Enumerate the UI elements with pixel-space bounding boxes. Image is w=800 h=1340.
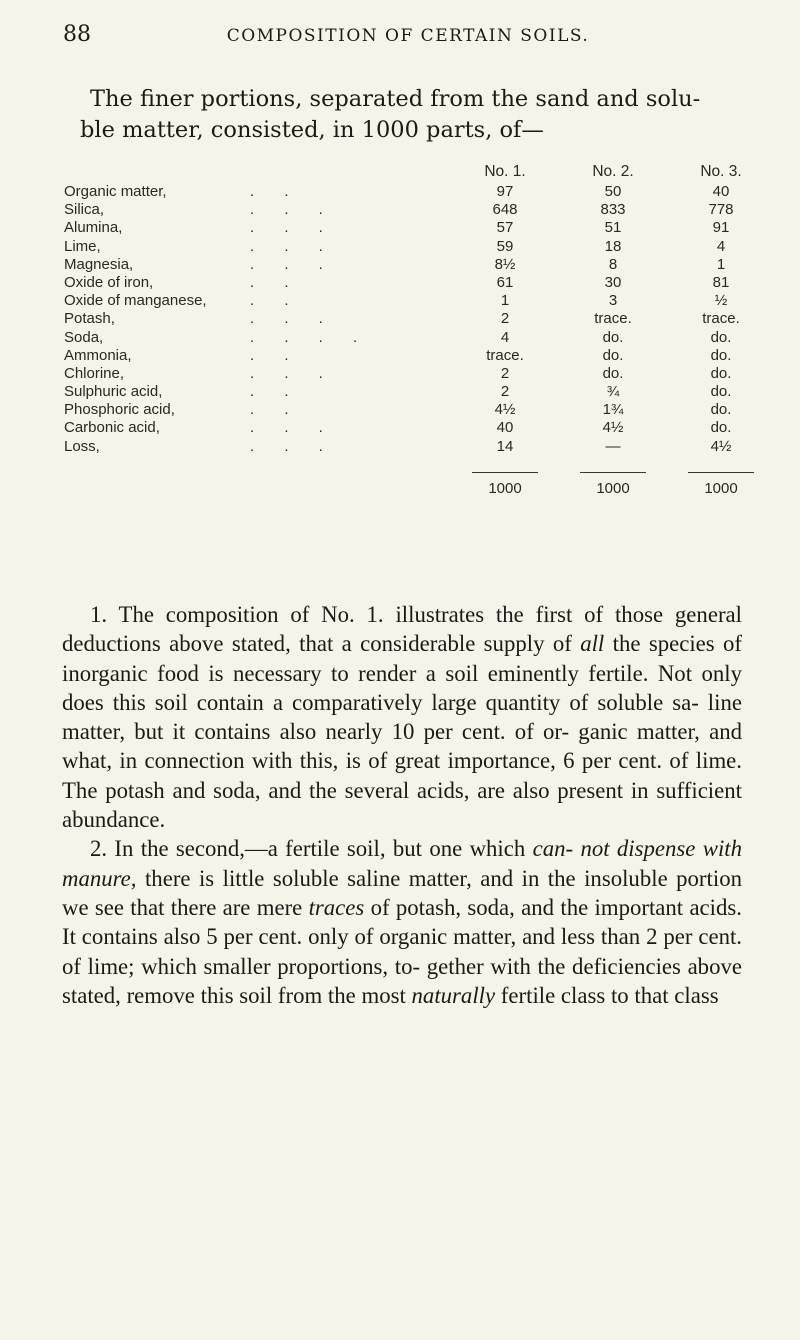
cell-no1: 59	[496, 237, 514, 255]
cell-no3: 81	[712, 273, 730, 291]
cell-no1: 8½	[494, 255, 516, 273]
row-label: Carbonic acid,	[64, 419, 160, 437]
cell-no2: 833	[600, 201, 626, 219]
cell-no3: ½	[714, 292, 728, 310]
totals-row	[60, 480, 750, 506]
row-label: Magnesia,	[64, 255, 134, 273]
row-leader-dots: . .	[250, 273, 289, 291]
total-no3: 1000	[704, 479, 738, 497]
cell-no3: 40	[712, 183, 730, 200]
cell-no2: 8	[608, 255, 618, 273]
cell-no1: 2	[500, 383, 510, 401]
cell-no2: do.	[602, 346, 624, 364]
cell-no3: trace.	[702, 310, 740, 328]
row-label: Lime,	[64, 237, 101, 255]
cell-no1: 2	[500, 364, 510, 382]
paragraph-2-emphasis-1: can- not dispense with manure,	[62, 836, 743, 891]
row-leader-dots: . . .	[250, 419, 323, 437]
row-leader-dots: . . .	[250, 255, 323, 273]
body-text	[62, 600, 742, 1010]
cell-no1: 4½	[494, 401, 516, 419]
row-label: Oxide of manganese,	[64, 292, 207, 310]
column-header-no3: No. 3.	[700, 163, 742, 180]
cell-no2: 18	[604, 237, 622, 255]
row-leader-dots: . .	[250, 292, 289, 310]
row-leader-dots: . . .	[250, 364, 323, 382]
intro-line-1: The finer portions, separated from the sand and solu-	[90, 86, 701, 112]
paragraph-2-emphasis-2: traces	[308, 894, 365, 920]
cell-no2: 50	[604, 183, 622, 200]
intro-paragraph	[80, 84, 740, 146]
cell-no3: 4½	[710, 437, 732, 455]
table-row	[60, 419, 750, 437]
cell-no3: 1	[716, 255, 726, 273]
table-row	[60, 256, 750, 274]
cell-no3: do.	[710, 328, 732, 346]
table-row	[60, 201, 750, 219]
running-head: COMPOSITION OF CERTAIN SOILS.	[226, 26, 590, 46]
row-label: Soda,	[64, 328, 104, 346]
row-leader-dots: . . .	[250, 437, 323, 455]
paragraph-2-emphasis-3: naturally	[411, 982, 496, 1008]
total-rule-no1	[472, 472, 538, 473]
table-body	[60, 183, 750, 456]
table-row	[60, 365, 750, 383]
table-row	[60, 347, 750, 365]
cell-no1: 1	[500, 292, 510, 310]
cell-no2: trace.	[594, 310, 632, 328]
intro-line-2: ble matter, consisted, in 1000 parts, of—	[80, 117, 544, 143]
cell-no3: do.	[710, 383, 732, 401]
cell-no3: do.	[710, 346, 732, 364]
row-leader-dots: . .	[250, 346, 289, 364]
page-header	[63, 22, 753, 52]
table-row	[60, 219, 750, 237]
soil-composition-table	[60, 163, 750, 506]
cell-no3: 778	[708, 201, 734, 219]
paragraph-1-text-b: the species of inorganic food is necessary to render a soil eminently fertile. Not only does this soil contain a comparatively large quantity of soluble sa- line matter, but it contains also nearly 10 per cent. of or- ganic matter, and what, in connection with this, is of great importance, 6 per cent. of lime. The potash and soda, and the several acids, are also present in sufficient abundance.	[62, 631, 742, 833]
paragraph-1	[62, 600, 742, 834]
cell-no1: 61	[496, 273, 514, 291]
row-label: Potash,	[64, 310, 115, 328]
table-header-row	[60, 163, 750, 183]
table-row	[60, 329, 750, 347]
total-rule-no3	[688, 472, 754, 473]
row-label: Alumina,	[64, 219, 123, 237]
paragraph-1-emphasis: all	[580, 631, 605, 657]
cell-no3: 91	[712, 219, 730, 237]
paragraph-2	[62, 834, 742, 1010]
table-row	[60, 238, 750, 256]
row-leader-dots: . .	[250, 383, 289, 401]
table-row	[60, 274, 750, 292]
paragraph-2-text-d: fertile class to that class	[495, 982, 719, 1008]
cell-no1: 2	[500, 310, 510, 328]
total-no1: 1000	[488, 479, 522, 497]
table-row	[60, 310, 750, 328]
row-leader-dots: . . .	[250, 201, 323, 219]
cell-no1: 97	[496, 183, 514, 200]
cell-no1: 14	[496, 437, 514, 455]
cell-no1: 40	[496, 419, 514, 437]
row-label: Chlorine,	[64, 364, 125, 382]
total-no2: 1000	[596, 479, 630, 497]
paragraph-2-text-b: there is little soluble saline matter, and in the insoluble portion we see that there are mere	[62, 865, 742, 920]
paragraph-1-text-a: 1. The composition of No. 1. illustrates the first of those general deductions above stated, that a considerable supply of	[62, 602, 742, 657]
cell-no1: 4	[500, 328, 510, 346]
row-label: Phosphoric acid,	[64, 401, 175, 419]
cell-no1: trace.	[486, 346, 524, 364]
row-leader-dots: . . .	[250, 219, 323, 237]
cell-no3: 4	[716, 237, 726, 255]
total-rule-no2	[580, 472, 646, 473]
cell-no2: do.	[602, 364, 624, 382]
column-header-no1: No. 1.	[484, 163, 526, 180]
cell-no1: 57	[496, 219, 514, 237]
cell-no2: 30	[604, 273, 622, 291]
row-leader-dots: . .	[250, 183, 289, 200]
row-leader-dots: . . .	[250, 310, 323, 328]
cell-no3: do.	[710, 419, 732, 437]
cell-no2: ¾	[606, 383, 620, 401]
cell-no2: 51	[604, 219, 622, 237]
table-row	[60, 183, 750, 201]
cell-no2: 1¾	[602, 401, 624, 419]
row-leader-dots: . . .	[250, 237, 323, 255]
paragraph-2-text-a: 2. In the second,—a fertile soil, but one which	[90, 836, 533, 862]
table-row	[60, 292, 750, 310]
cell-no2: do.	[602, 328, 624, 346]
paragraph-2-text-c: of potash, soda, and the important acids. It contains also 5 per cent. only of organic matter, and less than 2 per cent. of lime; which smaller proportions, to- gether with the deficiencies above stated, remove this soil from the most	[62, 894, 742, 1008]
cell-no2: 3	[608, 292, 618, 310]
cell-no3: do.	[710, 401, 732, 419]
cell-no2: —	[605, 437, 621, 455]
row-label: Ammonia,	[64, 346, 132, 364]
column-header-no2: No. 2.	[592, 163, 634, 180]
row-leader-dots: . .	[250, 401, 289, 419]
row-label: Sulphuric acid,	[64, 383, 163, 401]
row-label: Organic matter,	[64, 183, 167, 200]
table-row	[60, 401, 750, 419]
table-row	[60, 383, 750, 401]
row-label: Loss,	[64, 437, 100, 455]
row-leader-dots: . . . .	[250, 328, 358, 346]
table-row	[60, 438, 750, 456]
cell-no1: 648	[492, 201, 518, 219]
row-label: Silica,	[64, 201, 105, 219]
row-label: Oxide of iron,	[64, 273, 154, 291]
cell-no3: do.	[710, 364, 732, 382]
cell-no2: 4½	[602, 419, 624, 437]
page-number: 88	[63, 22, 91, 47]
